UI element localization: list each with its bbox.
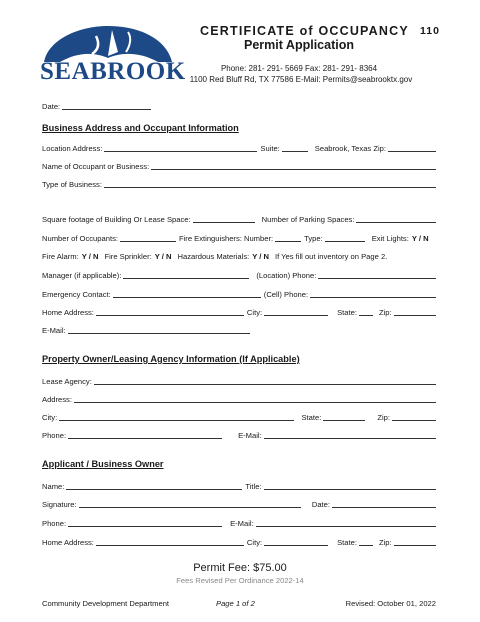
zip-field[interactable] (388, 143, 436, 152)
owner-email-label: E-Mail: (238, 431, 262, 440)
date-field[interactable] (62, 101, 151, 110)
fire-sprinkler-label: Fire Sprinkler: (104, 252, 152, 261)
signature-row (42, 498, 436, 509)
business-email-label: E-Mail: (42, 326, 66, 335)
footer-department: Community Development Department (42, 599, 170, 608)
occupant-name-field[interactable] (151, 161, 436, 170)
lease-agency-label: Lease Agency: (42, 377, 92, 386)
business-heading: Business Address and Occupant Information (42, 123, 239, 133)
manager-field[interactable] (123, 270, 249, 279)
owner-city-row (42, 411, 436, 422)
home-address-field[interactable] (96, 307, 244, 316)
home-zip-label: Zip: (378, 308, 392, 317)
date-label: Date: (42, 102, 61, 111)
applicant-phone-row (42, 517, 436, 528)
applicant-phone-label: Phone: (42, 519, 67, 528)
owner-address-label: Address: (42, 395, 72, 404)
applicant-home-row (42, 536, 436, 547)
inventory-note: If Yes fill out inventory on Page 2. (274, 252, 388, 261)
extinguishers-label: Fire Extinguishers: Number: (178, 234, 274, 243)
applicant-name-label: Name: (42, 482, 65, 491)
cell-phone-field[interactable] (310, 289, 436, 298)
type-of-business-field[interactable] (104, 179, 436, 188)
manager-label: Manager (if applicable): (42, 271, 122, 280)
suite-field[interactable] (282, 143, 308, 152)
exit-lights-yn[interactable]: Y / N (411, 234, 429, 243)
contact-phone-fax: Phone: 281- 291- 5669 Fax: 281- 291- 8364 (220, 64, 378, 73)
hazardous-label: Hazardous Materials: (177, 252, 250, 261)
owner-state-label: State: (301, 413, 322, 422)
footer-revised: Revised: October 01, 2022 (345, 599, 436, 608)
occupant-row (42, 160, 436, 171)
location-phone-label: (Location) Phone: (256, 271, 317, 280)
location-address-field[interactable] (104, 143, 257, 152)
applicant-title-label: Title: (245, 482, 262, 491)
logo-wordmark: SEABROOK (40, 58, 186, 85)
extinguisher-type-label: Type: (304, 234, 323, 243)
applicant-phone-field[interactable] (68, 518, 222, 527)
applicant-title-field[interactable] (264, 481, 436, 490)
owner-city-field[interactable] (59, 412, 294, 421)
occupants-field[interactable] (120, 233, 176, 242)
applicant-state-label: State: (337, 538, 357, 547)
fire-sprinkler-yn[interactable]: Y / N (154, 252, 172, 261)
home-address-label: Home Address: (42, 308, 94, 317)
signature-label: Signature: (42, 500, 77, 509)
contact-address-email: 1100 Red Bluff Rd, TX 77586 E-Mail: Permits@seabrooktx.gov (189, 75, 413, 84)
location-row (42, 142, 436, 153)
applicant-name-field[interactable] (66, 481, 242, 490)
home-city-label: City: (246, 308, 263, 317)
owner-email-field[interactable] (264, 430, 436, 439)
lease-agency-row (42, 375, 436, 386)
suite-label: Suite: (260, 144, 280, 153)
occupants-row (42, 232, 436, 243)
applicant-date-label: Date: (311, 500, 330, 509)
applicant-date-field[interactable] (332, 499, 436, 508)
lease-agency-field[interactable] (94, 376, 436, 385)
footer-page: Page 1 of 2 (216, 599, 255, 608)
parking-spaces-field[interactable] (356, 214, 436, 223)
applicant-home-address-field[interactable] (96, 537, 244, 546)
home-zip-field[interactable] (394, 307, 436, 316)
date-row (42, 100, 154, 111)
owner-phone-row (42, 429, 436, 440)
occupants-label: Number of Occupants: (42, 234, 118, 243)
applicant-home-address-label: Home Address: (42, 538, 94, 547)
applicant-zip-label: Zip: (378, 538, 392, 547)
applicant-state-field[interactable] (359, 537, 373, 546)
cell-phone-label: (Cell) Phone: (263, 290, 309, 299)
manager-row (42, 269, 436, 280)
emergency-contact-label: Emergency Contact: (42, 290, 111, 299)
fire-alarm-label: Fire Alarm: (42, 252, 79, 261)
permit-fee: Permit Fee: $75.00 (193, 562, 287, 574)
emergency-contact-field[interactable] (113, 289, 261, 298)
square-footage-row (42, 213, 436, 224)
fire-alarm-yn[interactable]: Y / N (81, 252, 99, 261)
form-number: 110 (420, 25, 440, 37)
applicant-heading: Applicant / Business Owner (42, 459, 164, 469)
owner-phone-label: Phone: (42, 431, 67, 440)
home-state-field[interactable] (359, 307, 373, 316)
applicant-name-row (42, 480, 436, 491)
location-phone-field[interactable] (318, 270, 436, 279)
applicant-city-field[interactable] (264, 537, 328, 546)
owner-zip-field[interactable] (392, 412, 436, 421)
applicant-email-field[interactable] (256, 518, 436, 527)
owner-heading: Property Owner/Leasing Agency Information (If Applicable) (42, 354, 300, 364)
owner-address-field[interactable] (74, 394, 436, 403)
applicant-email-label: E-Mail: (230, 519, 254, 528)
document-subtitle: Permit Application (244, 38, 354, 52)
parking-spaces-label: Number of Parking Spaces: (261, 215, 355, 224)
applicant-zip-field[interactable] (394, 537, 436, 546)
emergency-row (42, 288, 436, 299)
owner-phone-field[interactable] (68, 430, 222, 439)
extinguisher-type-field[interactable] (325, 233, 365, 242)
occupant-name-label: Name of Occupant or Business: (42, 162, 150, 171)
square-footage-field[interactable] (193, 214, 255, 223)
business-email-row (42, 324, 250, 335)
exit-lights-label: Exit Lights: (371, 234, 409, 243)
extinguishers-field[interactable] (275, 233, 301, 242)
business-type-row (42, 178, 436, 189)
owner-address-row (42, 393, 436, 404)
owner-state-field[interactable] (323, 412, 365, 421)
square-footage-label: Square footage of Building Or Lease Space: (42, 215, 191, 224)
document-title: CERTIFICATE of OCCUPANCY (200, 24, 409, 38)
business-email-field[interactable] (68, 325, 250, 334)
fee-note: Fees Revised Per Ordinance 2022-14 (176, 576, 304, 585)
home-state-label: State: (337, 308, 357, 317)
owner-zip-label: Zip: (377, 413, 390, 422)
fire-systems-row (42, 250, 436, 261)
home-address-row (42, 306, 436, 317)
location-address-label: Location Address: (42, 144, 103, 153)
type-of-business-label: Type of Business: (42, 180, 102, 189)
city-zip-label: Seabrook, Texas Zip: (314, 144, 386, 153)
owner-city-label: City: (42, 413, 58, 422)
home-city-field[interactable] (264, 307, 328, 316)
signature-field[interactable] (79, 499, 301, 508)
hazardous-yn[interactable]: Y / N (252, 252, 269, 261)
applicant-city-label: City: (246, 538, 263, 547)
